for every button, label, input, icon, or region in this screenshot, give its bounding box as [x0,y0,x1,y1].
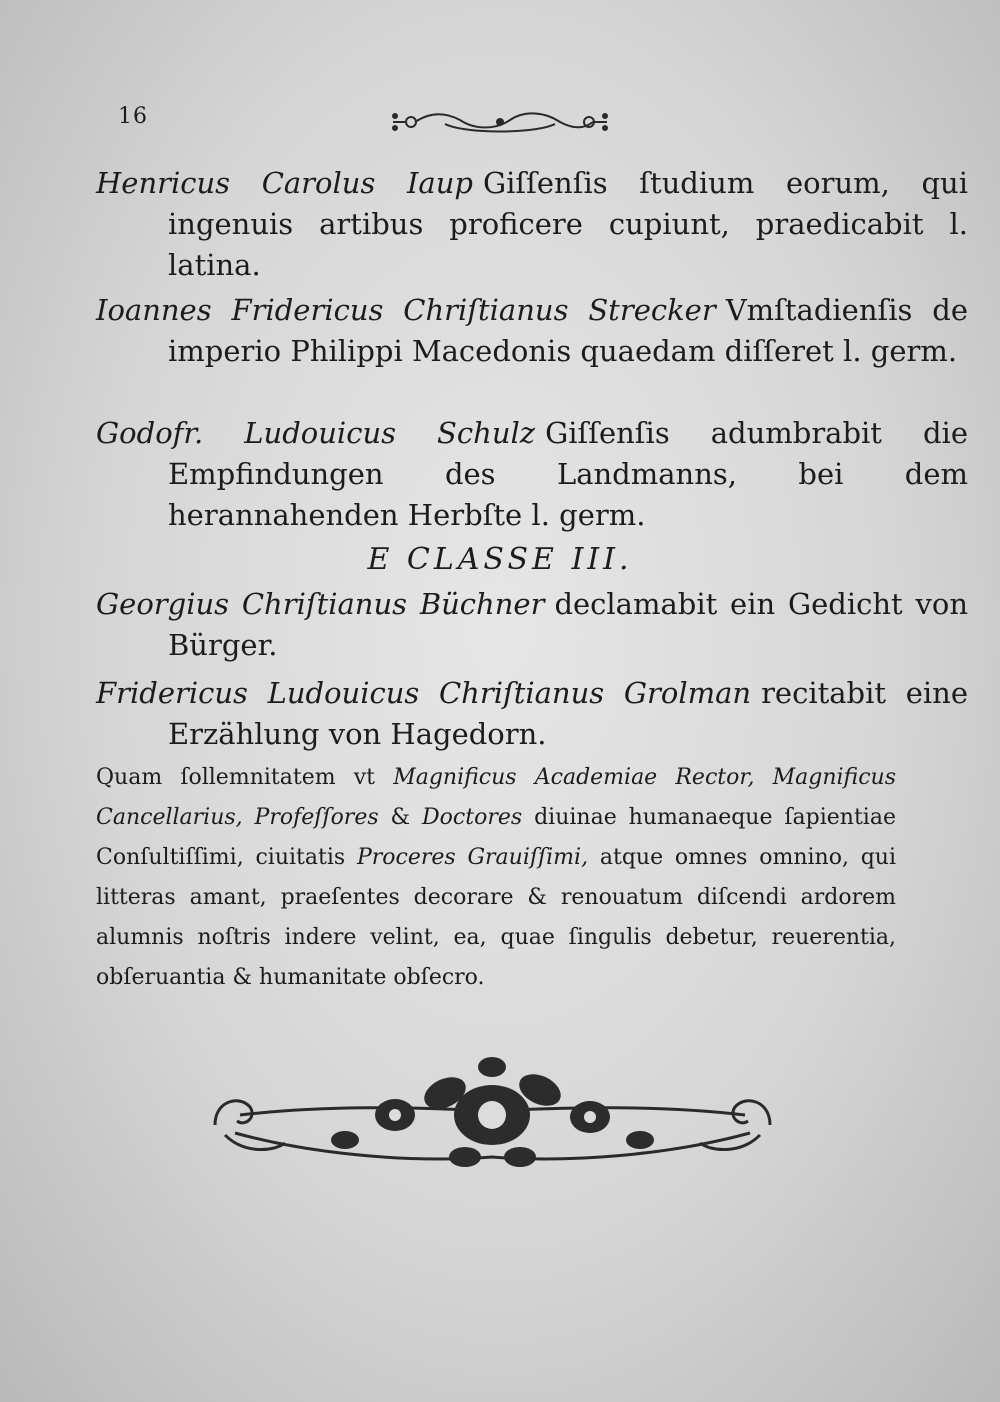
person-name: Godofr. Ludouicus Schulz [96,416,536,450]
person-name: Fridericus Ludouicus Chriſtianus Grolman [96,676,752,710]
closing-italic: Proceres Grauiſſimi, [356,845,589,870]
entry-grolman [96,673,968,755]
entry-text: recitabit eine Erzählung von Hagedorn. [168,676,968,751]
entry-buechner [96,584,968,666]
entry-text: Vmſtadienſis de imperio Philippi Macedonis quaedam diſſeret l. germ. [168,293,968,368]
entry-iaup [96,163,968,286]
person-name: Ioannes Fridericus Chriſtianus Strecker [96,293,716,327]
entry-schulz [96,413,968,536]
person-name: Henricus Carolus Iaup [96,166,473,200]
entry-strecker [96,290,968,372]
closing-italic: Doctores [422,805,523,830]
closing-text: atque omnes omnino, qui litteras amant, praeſentes decorare & renouatum diſcendi ardorem alumnis noſtris indere velint, ea, quae ſingulis debetur, reuerentia, obſeruantia & humanitate obſecro. [96,845,896,990]
person-name: Georgius Chriſtianus Büchner [96,587,545,621]
header-ornament [385,104,615,140]
closing-text: & [390,805,411,830]
section-heading: E CLASSE III. [367,542,633,577]
entry-text: declamabit ein Gedicht von Bürger. [168,587,968,662]
closing-paragraph [96,758,896,998]
entry-text: Giſſenſis adumbrabit die Empfindungen des Landmanns, bei dem herannahenden Herbſte l. germ. [168,416,968,532]
floral-ornament [195,1045,790,1195]
page-number: 16 [118,104,148,129]
entry-text: Giſſenſis ſtudium eorum, qui ingenuis artibus proficere cupiunt, praedicabit l. latina. [168,166,968,282]
closing-text: Quam ſollemnitatem vt [96,765,376,790]
closing-italic: Magnificus Academiae Rector, Magnificus Cancellarius, Profeſſores [96,765,896,830]
closing-text: diuinae humanaeque ſapientiae Conſultiſſimi, ciuitatis [96,805,896,870]
